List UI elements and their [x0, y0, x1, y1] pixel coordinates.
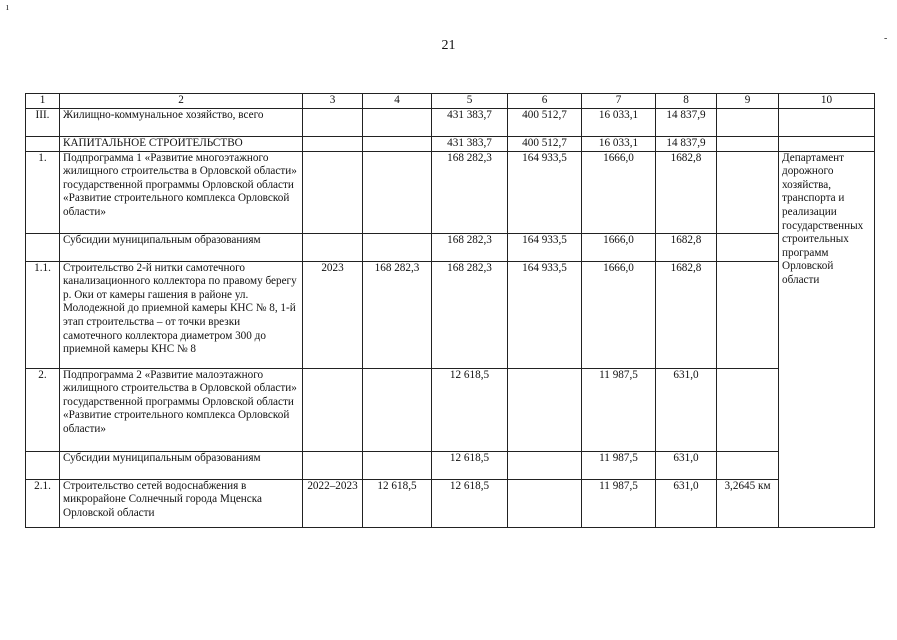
- cell-col4: [363, 108, 432, 136]
- row-name: Подпрограмма 2 «Развитие малоэтажного жилищного строительства в Орловской области» государственной программы Орловской области «Развитие строительного комплекса Орловской области»: [60, 368, 303, 451]
- cell-col6: [508, 368, 582, 451]
- cell-col8: 1682,8: [656, 233, 717, 261]
- cell-col6: 400 512,7: [508, 136, 582, 151]
- column-header: 8: [656, 94, 717, 109]
- cell-col9: [717, 136, 779, 151]
- cell-col8: 631,0: [656, 451, 717, 479]
- header-row: [26, 94, 875, 109]
- table-row: [26, 136, 875, 151]
- cell-col7: 11 987,5: [582, 451, 656, 479]
- cell-col9: [717, 233, 779, 261]
- cell-col4: [363, 136, 432, 151]
- cell-col10-empty: [779, 108, 875, 136]
- cell-col3: [303, 136, 363, 151]
- column-header: 1: [26, 94, 60, 109]
- column-header: 7: [582, 94, 656, 109]
- cell-col9: [717, 451, 779, 479]
- column-header: 6: [508, 94, 582, 109]
- cell-col5: 168 282,3: [432, 151, 508, 233]
- cell-col7: 1666,0: [582, 233, 656, 261]
- row-name: Субсидии муниципальным образованиям: [60, 233, 303, 261]
- budget-table: [25, 93, 875, 528]
- column-header: 3: [303, 94, 363, 109]
- row-number: 2.1.: [26, 479, 60, 527]
- column-header: 2: [60, 94, 303, 109]
- cell-col5: 431 383,7: [432, 136, 508, 151]
- cell-col3: [303, 451, 363, 479]
- cell-col5: 12 618,5: [432, 451, 508, 479]
- cell-col4: [363, 151, 432, 233]
- cell-col3: 2023: [303, 261, 363, 368]
- row-name: Жилищно-коммунальное хозяйство, всего: [60, 108, 303, 136]
- cell-col7: 1666,0: [582, 261, 656, 368]
- cell-col5: 168 282,3: [432, 261, 508, 368]
- cell-col7: 11 987,5: [582, 368, 656, 451]
- table-row: [26, 451, 875, 479]
- row-name: Строительство сетей водоснабжения в микрорайоне Солнечный города Мценска Орловской области: [60, 479, 303, 527]
- cell-col7: 11 987,5: [582, 479, 656, 527]
- cell-col8: 631,0: [656, 479, 717, 527]
- row-number: [26, 136, 60, 151]
- column-header: 10: [779, 94, 875, 109]
- cell-col7: 16 033,1: [582, 136, 656, 151]
- cell-col8: 1682,8: [656, 261, 717, 368]
- cell-col9: [717, 261, 779, 368]
- cell-col7: 16 033,1: [582, 108, 656, 136]
- cell-col5: 431 383,7: [432, 108, 508, 136]
- responsible-department: Департамент дорожного хозяйства, транспорта и реализации государственных строительных программ Орловской области: [779, 151, 875, 527]
- table-row: [26, 108, 875, 136]
- column-header: 5: [432, 94, 508, 109]
- row-name: Строительство 2-й нитки самотечного канализационного коллектора по правому берегу р. Оки от камеры гашения в районе ул. Молодежной до приемной камеры КНС № 8, 1-й этап строительства – от точки врезки самотечного коллектора диаметром 300 до приемной камеры КНС № 8: [60, 261, 303, 368]
- scan-mark-left: ı: [6, 2, 9, 13]
- cell-col9: [717, 151, 779, 233]
- table-row: [26, 151, 875, 233]
- cell-col4: 12 618,5: [363, 479, 432, 527]
- page-number: 21: [441, 38, 456, 53]
- cell-col9: [717, 108, 779, 136]
- cell-col8: 631,0: [656, 368, 717, 451]
- cell-col5: 168 282,3: [432, 233, 508, 261]
- cell-col6: [508, 479, 582, 527]
- table-row: [26, 261, 875, 368]
- row-name: Подпрограмма 1 «Развитие многоэтажного жилищного строительства в Орловской области» государственной программы Орловской области «Развитие строительного комплекса Орловской области»: [60, 151, 303, 233]
- cell-col10-empty: [779, 136, 875, 151]
- cell-col3: 2022–2023: [303, 479, 363, 527]
- row-number: [26, 451, 60, 479]
- cell-col8: 14 837,9: [656, 136, 717, 151]
- cell-col5: 12 618,5: [432, 368, 508, 451]
- cell-col3: [303, 233, 363, 261]
- cell-col6: 164 933,5: [508, 233, 582, 261]
- cell-col3: [303, 368, 363, 451]
- cell-col4: [363, 233, 432, 261]
- row-number: 2.: [26, 368, 60, 451]
- row-name: Субсидии муниципальным образованиям: [60, 451, 303, 479]
- column-header: 4: [363, 94, 432, 109]
- table-row: [26, 233, 875, 261]
- table-row: [26, 368, 875, 451]
- cell-col3: [303, 108, 363, 136]
- row-number: [26, 233, 60, 261]
- column-header: 9: [717, 94, 779, 109]
- cell-col6: 400 512,7: [508, 108, 582, 136]
- cell-col6: [508, 451, 582, 479]
- table-row: [26, 479, 875, 527]
- cell-col8: 1682,8: [656, 151, 717, 233]
- cell-col3: [303, 151, 363, 233]
- cell-col8: 14 837,9: [656, 108, 717, 136]
- row-number: 1.1.: [26, 261, 60, 368]
- cell-col4: [363, 451, 432, 479]
- cell-col4: [363, 368, 432, 451]
- row-number: 1.: [26, 151, 60, 233]
- cell-col6: 164 933,5: [508, 261, 582, 368]
- cell-col9: 3,2645 км: [717, 479, 779, 527]
- row-number: III.: [26, 108, 60, 136]
- scan-mark-right: -: [884, 33, 888, 44]
- row-name: КАПИТАЛЬНОЕ СТРОИТЕЛЬСТВО: [60, 136, 303, 151]
- cell-col9: [717, 368, 779, 451]
- cell-col5: 12 618,5: [432, 479, 508, 527]
- cell-col7: 1666,0: [582, 151, 656, 233]
- cell-col6: 164 933,5: [508, 151, 582, 233]
- cell-col4: 168 282,3: [363, 261, 432, 368]
